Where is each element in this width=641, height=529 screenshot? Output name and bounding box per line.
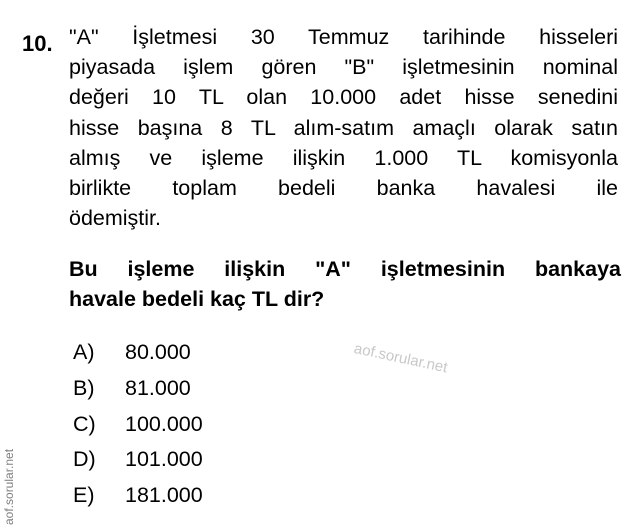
center-watermark: aof.sorular.net	[352, 340, 449, 377]
option-d[interactable]	[73, 442, 203, 478]
option-letter: E)	[73, 483, 95, 508]
stem-line: almış ve işleme ilişkin 1.000 TL komisyonla	[69, 145, 618, 170]
stem-line: birlikte toplam bedeli banka havalesi ile	[69, 176, 618, 201]
option-text: 81.000	[125, 375, 191, 400]
option-text: 100.000	[125, 411, 203, 436]
answer-options	[73, 335, 203, 514]
option-text: 181.000	[125, 483, 203, 508]
question-stem	[69, 22, 618, 233]
prompt-line: Bu işleme ilişkin "A" işletmesinin bankaya	[69, 257, 621, 281]
option-letter: A)	[73, 340, 95, 364]
stem-line: değeri 10 TL olan 10.000 adet hisse senedini	[69, 85, 618, 110]
side-watermark: aof.sorular.net	[2, 448, 16, 525]
option-text: 80.000	[125, 340, 191, 364]
option-text: 101.000	[125, 447, 203, 472]
option-b[interactable]	[73, 371, 203, 407]
option-letter: B)	[73, 375, 95, 400]
stem-line: piyasada işlem gören "B" işletmesinin nominal	[69, 55, 618, 80]
option-e[interactable]	[73, 478, 203, 514]
stem-line: ödemiştir.	[69, 206, 162, 231]
stem-line: hisse başına 8 TL alım-satım amaçlı olarak satın	[69, 115, 618, 140]
stem-line: "A" İşletmesi 30 Temmuz tarihinde hisseleri	[69, 25, 618, 49]
option-letter: C)	[73, 411, 96, 436]
option-c[interactable]	[73, 407, 203, 443]
option-a[interactable]	[73, 335, 203, 371]
option-letter: D)	[73, 447, 96, 472]
prompt-line: havale bedeli kaç TL dir?	[69, 287, 325, 311]
question-prompt	[69, 254, 621, 314]
question-number: 10.	[22, 31, 53, 56]
